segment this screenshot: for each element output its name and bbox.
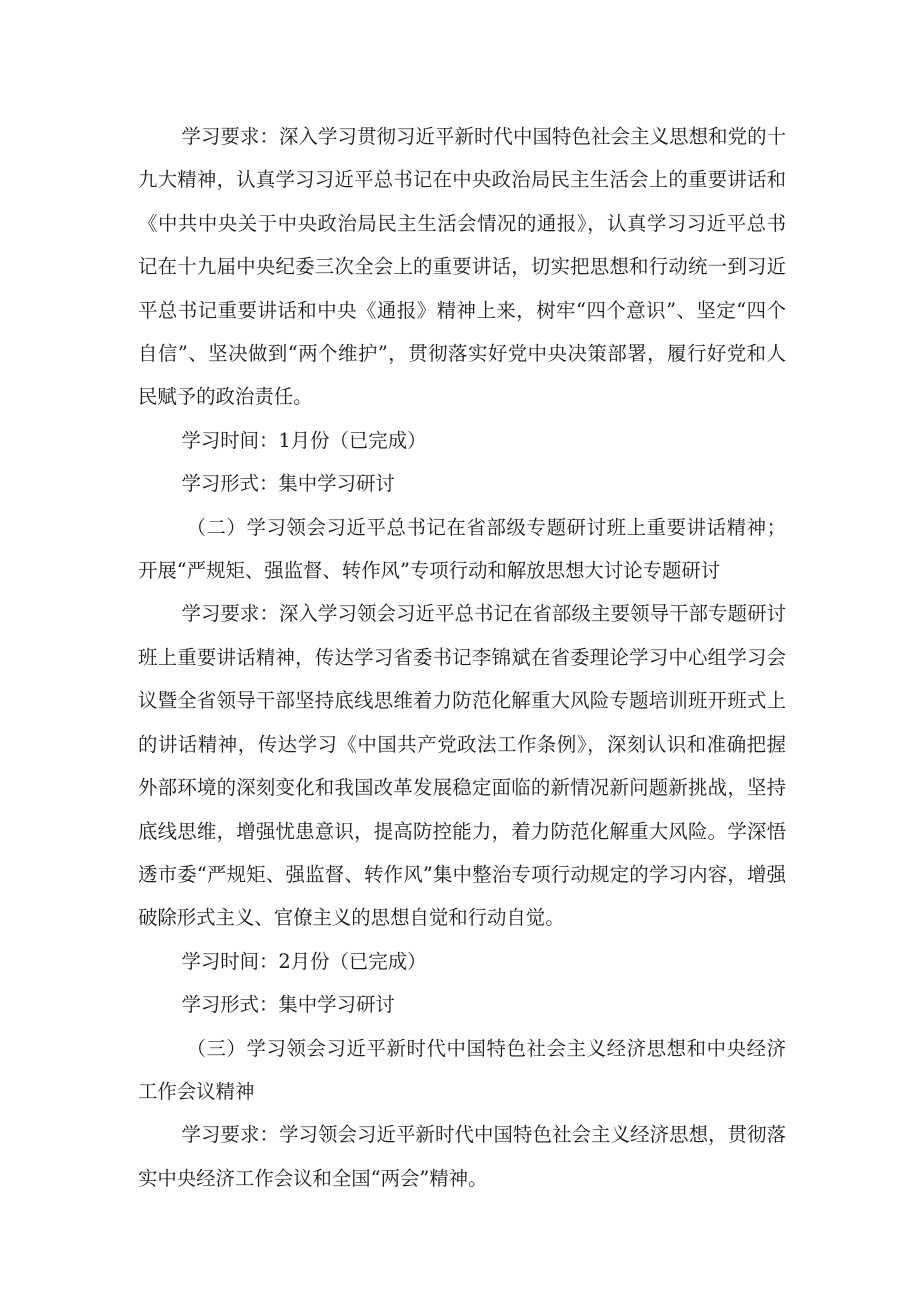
study-form-2: 学习形式：集中学习研讨	[181, 993, 395, 1017]
section-heading-3: （三）学习领会习近平新时代中国特色社会主义经济思想和中央经济工作会议精神	[138, 1036, 786, 1103]
study-requirement-2: 学习要求：深入学习领会习近平总书记在省部级主要领导干部专题研讨班上重要讲话精神，传达学习省委书记李锦斌在省委理论学习中心组学习会议暨全省领导干部坚持底线思维着力防范化解重大风险专题培训班开班式上的讲话精神，传达学习《中国共产党政法工作条例》，深刻认识和准确把握外部环境的深刻变化和我国改革发展稳定面临的新情况新问题新挑战，坚持底线思维，增强忧患意识，提高防控能力，着力防范化解重大风险。学深悟透市委“严规矩、强监督、转作风”集中整治专项行动规定的学习内容，增强破除形式主义、官僚主义的思想自觉和行动自觉。	[138, 602, 786, 930]
study-time-2: 学习时间：2月份（已完成）	[181, 949, 427, 973]
study-requirement-3: 学习要求：学习领会习近平新时代中国特色社会主义经济思想，贯彻落实中央经济工作会议和全国“两会”精神。	[138, 1123, 786, 1190]
study-time-1: 学习时间：1月份（已完成）	[181, 428, 427, 452]
study-requirement-1: 学习要求：深入学习贯彻习近平新时代中国特色社会主义思想和党的十九大精神，认真学习习近平总书记在中央政治局民主生活会上的重要讲话和《中共中央关于中央政治局民主生活会情况的通报》，认真学习习近平总书记在十九届中央纪委三次全会上的重要讲话，切实把思想和行动统一到习近平总书记重要讲话和中央《通报》精神上来，树牢“四个意识”、坚定“四个自信”、坚决做到“两个维护”，贯彻落实好党中央决策部署，履行好党和人民赋予的政治责任。	[138, 125, 786, 409]
document-page	[138, 115, 786, 1200]
section-heading-2: （二）学习领会习近平总书记在省部级专题研讨班上重要讲话精神；开展“严规矩、强监督、转作风”专项行动和解放思想大讨论专题研讨	[138, 515, 786, 583]
study-form-1: 学习形式：集中学习研讨	[181, 472, 395, 496]
